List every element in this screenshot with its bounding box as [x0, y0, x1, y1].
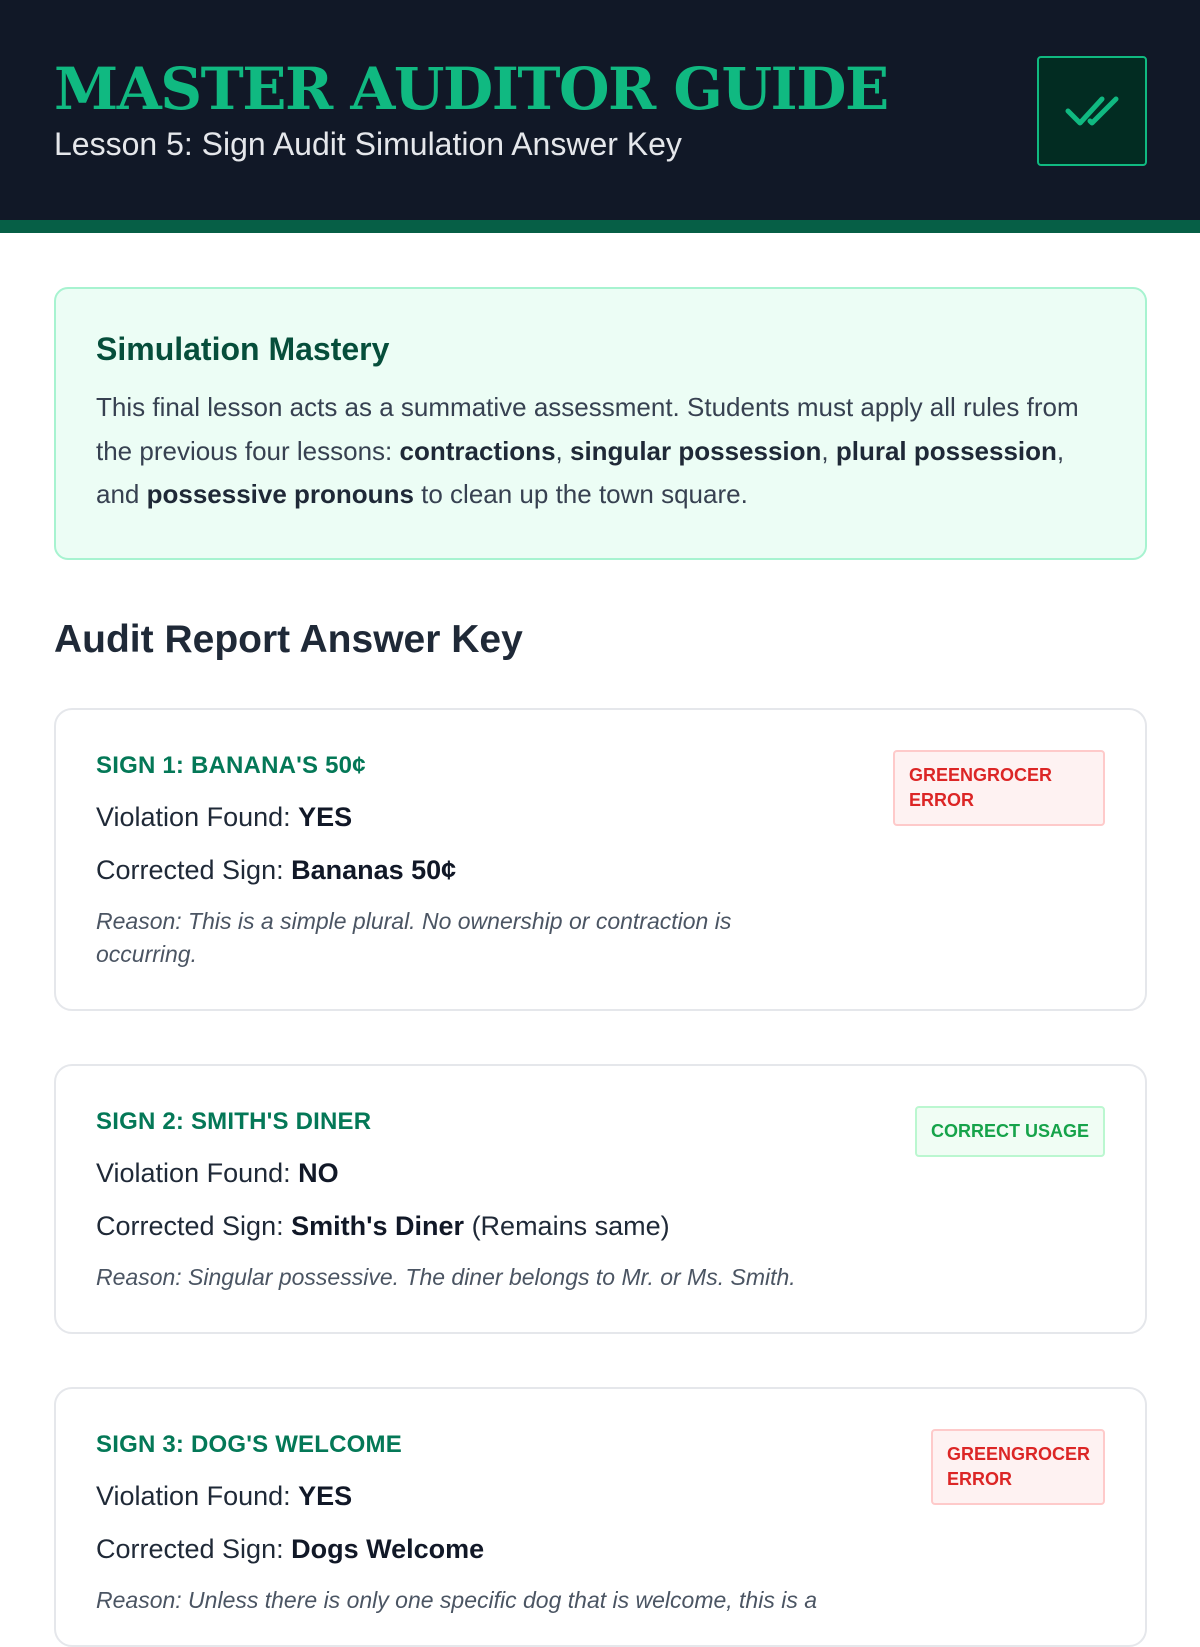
corrected-line: [96, 852, 1105, 888]
sign-card: [54, 708, 1147, 1011]
check-badge: [1037, 56, 1147, 166]
sign-title: SIGN 2: SMITH'S DINER: [96, 1108, 372, 1135]
violation-value: YES: [298, 802, 353, 832]
corrected-value: Smith's Diner: [291, 1211, 465, 1241]
page-header: [0, 0, 1200, 233]
sign-card: [54, 1064, 1147, 1334]
status-badge: GREENGROCER ERROR: [931, 1429, 1105, 1505]
corrected-label: Corrected Sign:: [96, 855, 292, 885]
mastery-text: This final lesson acts as a summative assessment. Students must apply all rules from the previous four lessons:: [96, 392, 1079, 466]
sign-reason: Reason: Unless there is only one specific dog that is welcome, this is a: [96, 1587, 818, 1613]
violation-value: YES: [298, 1481, 353, 1511]
mastery-title: Simulation Mastery: [96, 331, 390, 367]
term-possessive-pronouns: possessive pronouns: [146, 479, 414, 509]
term-contractions: contractions: [399, 435, 556, 466]
corrected-value: Dogs Welcome: [291, 1534, 485, 1564]
sign-reason: Reason: Singular possessive. The diner belongs to Mr. or Ms. Smith.: [96, 1264, 796, 1290]
mastery-separator: ,: [555, 435, 570, 466]
double-check-icon: [1064, 91, 1120, 131]
violation-label: Violation Found:: [96, 1158, 299, 1188]
violation-value: NO: [298, 1158, 339, 1188]
term-plural-possession: plural possession: [835, 435, 1057, 466]
violation-label: Violation Found:: [96, 802, 299, 832]
corrected-value: Bananas 50¢: [291, 855, 457, 885]
mastery-callout: [54, 287, 1147, 560]
page-subtitle: Lesson 5: Sign Audit Simulation Answer Key: [54, 126, 682, 162]
sign-title: SIGN 1: BANANA'S 50¢: [96, 752, 366, 779]
mastery-text-end: to clean up the town square.: [413, 479, 748, 509]
sign-card: [54, 1387, 1147, 1647]
corrected-note: (Remains same): [464, 1211, 670, 1241]
corrected-line: [96, 1531, 1105, 1567]
status-badge: CORRECT USAGE: [915, 1106, 1105, 1157]
term-singular-possession: singular possession: [569, 435, 822, 466]
sign-reason: Reason: This is a simple plural. No ownership or contraction is occurring.: [96, 908, 732, 967]
section-heading: Audit Report Answer Key: [54, 618, 523, 661]
violation-label: Violation Found:: [96, 1481, 299, 1511]
mastery-separator: ,: [821, 435, 836, 466]
mastery-separator: , and: [96, 435, 1065, 509]
status-badge: GREENGROCER ERROR: [893, 750, 1105, 826]
sign-title: SIGN 3: DOG'S WELCOME: [96, 1431, 402, 1458]
page-title: MASTER AUDITOR GUIDE: [54, 55, 888, 123]
corrected-line: [96, 1208, 1105, 1244]
corrected-label: Corrected Sign:: [96, 1534, 292, 1564]
mastery-description: [96, 386, 1105, 517]
violation-line: [96, 1155, 1105, 1191]
corrected-label: Corrected Sign:: [96, 1211, 292, 1241]
